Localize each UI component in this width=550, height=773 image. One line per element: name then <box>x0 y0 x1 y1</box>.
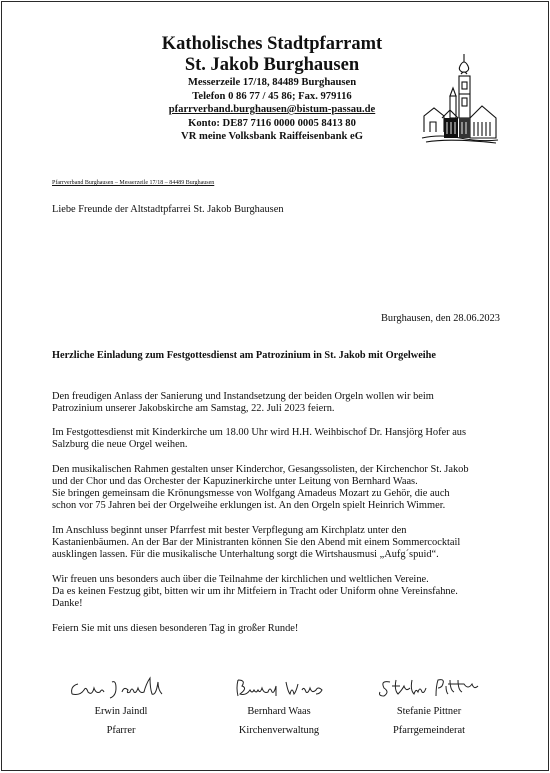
letterhead-title-2: St. Jakob Burghausen <box>184 55 360 75</box>
signature-block-pfarrgemeinderat <box>374 672 484 740</box>
signatory-name: Stefanie Pittner <box>396 706 462 717</box>
body-line: Den freudigen Anlass der Sanierung und Instandsetzung der beiden Orgeln wollen wir beim <box>52 391 434 402</box>
body-line: Feiern Sie mit uns diesen besonderen Tag in großer Runde! <box>52 623 299 634</box>
subject-line: Herzliche Einladung zum Festgottesdienst am Patrozinium in St. Jakob mit Orgelweihe <box>52 350 436 361</box>
body-line: Im Festgottesdienst mit Kinderkirche um 18.00 Uhr wird H.H. Weihbischof Dr. Hansjörg Hofer aus <box>52 427 467 438</box>
signature-block-pfarrer <box>66 672 176 740</box>
signature-block-kirchenverwaltung <box>224 672 334 740</box>
letterhead-account: Konto: DE87 7116 0000 0005 8413 80 <box>188 117 356 129</box>
letterhead-address: Messerzeile 17/18, 84489 Burghausen <box>187 77 357 88</box>
body-line: Wir freuen uns besonders auch über die Teilnahme der kirchlichen und weltlichen Vereine. <box>52 574 429 585</box>
signatory-role: Kirchenverwaltung <box>238 725 320 736</box>
handwritten-signature <box>374 672 484 702</box>
body-line: schon vor 75 Jahren bei der Orgelweihe erklungen ist. An den Orgeln spielt Heinrich Wimmer. <box>52 500 446 511</box>
letter-date: Burghausen, den 28.06.2023 <box>381 313 500 324</box>
signatory-name: Bernhard Waas <box>247 706 311 717</box>
letterhead-bank: VR meine Volksbank Raiffeisenbank eG <box>181 131 363 142</box>
church-tower-logo <box>420 52 500 144</box>
letterhead-title-1: Katholisches Stadtpfarramt <box>161 34 383 54</box>
signatory-role: Pfarrer <box>106 725 136 736</box>
handwritten-signature <box>66 672 176 702</box>
body-line: und der Chor und das Orchester der Kapuzinerkirche unter Leitung von Bernhard Waas. <box>52 476 418 487</box>
letterhead-phone: Telefon 0 86 77 / 45 86; Fax. 979116 <box>192 90 352 102</box>
letterhead-email-link[interactable]: pfarrverband.burghausen@bistum-passau.de <box>168 104 376 115</box>
letterhead <box>152 34 392 144</box>
body-line: Kastanienbäumen. An der Bar der Ministranten können Sie den Abend mit einem Sommercocktail <box>52 537 461 548</box>
letter-page <box>1 1 549 771</box>
handwritten-signature <box>224 672 334 702</box>
sender-return-line: Pfarrverband Burghausen – Messerzeile 17/18 – 84489 Burghausen <box>52 180 215 186</box>
body-line: Salzburg die neue Orgel weihen. <box>52 439 188 450</box>
body-line: Da es keinen Festzug gibt, bitten wir um ihr Mitfeiern in Tracht oder Uniform ohne Vereinsfahne. <box>52 586 458 597</box>
signatory-role: Pfarrgemeinderat <box>393 725 465 736</box>
body-line: Patrozinium unserer Jakobskirche am Samstag, 22. Juli 2023 feiern. <box>52 403 335 414</box>
body-line: Danke! <box>52 598 83 609</box>
salutation: Liebe Freunde der Altstadtpfarrei St. Jakob Burghausen <box>52 204 284 215</box>
body-line: ausklingen lassen. Für die musikalische Unterhaltung sorgt die Wirtshausmusi „Aufg´spuid“. <box>52 549 439 560</box>
body-line: Im Anschluss beginnt unser Pfarrfest mit bester Verpflegung am Kirchplatz unter den <box>52 525 407 536</box>
body-line: Den musikalischen Rahmen gestalten unser Kinderchor, Gesangssolisten, der Kirchenchor St. Jakob <box>52 464 469 475</box>
signatory-name: Erwin Jaindl <box>94 706 148 717</box>
body-line: Sie bringen gemeinsam die Krönungsmesse von Wolfgang Amadeus Mozart zu Gehör, die auch <box>52 488 450 499</box>
